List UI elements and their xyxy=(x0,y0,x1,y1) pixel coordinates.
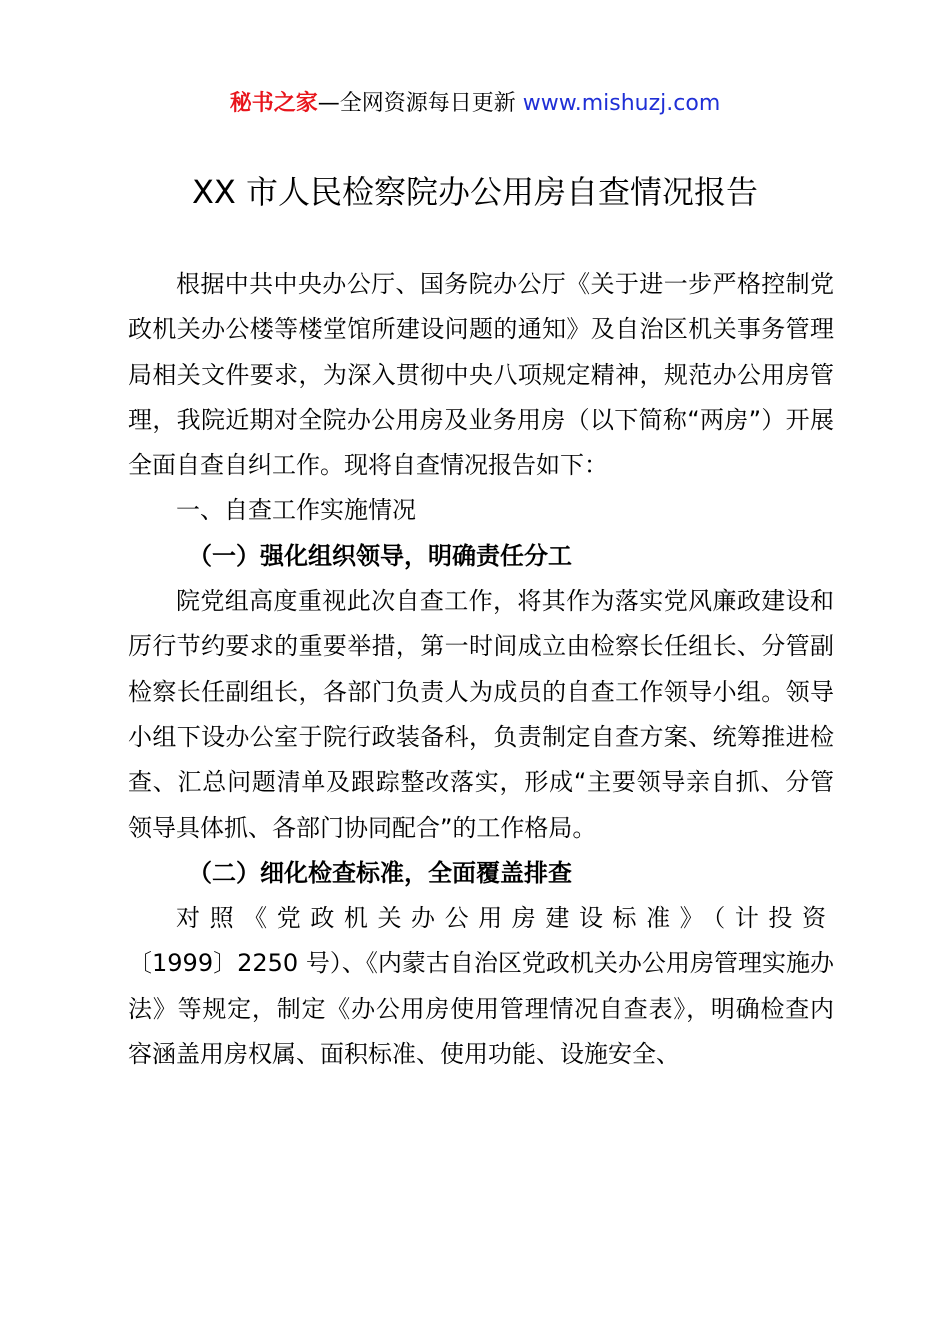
site-header xyxy=(0,86,950,122)
subsection-heading-2: （二）细化检查标准，全面覆盖排查 xyxy=(188,858,572,887)
section-heading: 一、自查工作实施情况 xyxy=(176,496,416,525)
subsection-2-paragraph xyxy=(128,896,834,1077)
subsection-heading-1: （一）强化组织领导，明确责任分工 xyxy=(188,541,572,570)
page-title: XX 市人民检察院办公用房自查情况报告 xyxy=(191,173,759,211)
document-body xyxy=(128,262,834,1077)
subsection-1-paragraph: 院党组高度重视此次自查工作，将其作为落实党风廉政建设和厉行节约要求的重要举措，第一时间成立由检察长任组长、分管副检察长任副组长，各部门负责人为成员的自查工作领导小组。领导小组下设办公室于院行政装备科，负责制定自查方案、统筹推进检查、汇总问题清单及跟踪整改落实，形成“主要领导亲自抓、分管领导具体抓、各部门协同配合”的工作格局。 xyxy=(128,587,834,842)
subsection-2-first-line: 对照《党政机关办公用房建设标准》（计投资 xyxy=(176,904,834,933)
header-tagline: —全网资源每日更新 xyxy=(317,91,523,116)
subsection-2-rest: 〔1999〕2250 号）、《内蒙古自治区党政机关办公用房管理实施办法》等规定，制定《办公用房使用管理情况自查表》，明确检查内容涵盖用房权属、面积标准、使用功能、设施安全、 xyxy=(128,949,834,1069)
header-url-link[interactable]: www.mishuzj.com xyxy=(522,91,721,116)
header-brand: 秘书之家 xyxy=(229,91,318,116)
intro-paragraph: 根据中共中央办公厅、国务院办公厅《关于进一步严格控制党政机关办公楼等楼堂馆所建设问题的通知》及自治区机关事务管理局相关文件要求，为深入贯彻中央八项规定精神，规范办公用房管理，我院近期对全院办公用房及业务用房（以下简称“两房”）开展全面自查自纠工作。现将自查情况报告如下： xyxy=(128,270,834,480)
